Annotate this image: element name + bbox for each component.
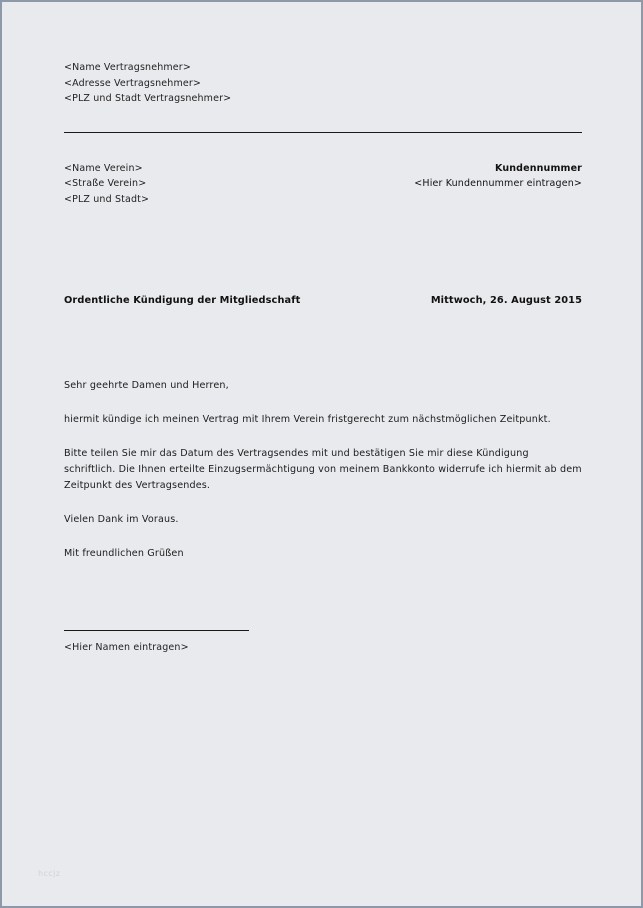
recipient-address-block [64,161,149,208]
thanks-line: Vielen Dank im Voraus. [64,514,179,525]
recipient-line-3: <PLZ und Stadt> [64,193,150,205]
body-paragraph-1: hiermit kündige ich meinen Vertrag mit Ihrem Verein fristgerecht zum nächstmöglichen Zeitpunkt. [64,414,551,425]
signature-line [64,630,249,631]
sender-address-block [64,60,579,107]
subject-and-date-row [64,295,582,306]
signature-name: <Hier Namen eintragen> [64,642,189,653]
customer-number-value: <Hier Kundennummer eintragen> [414,178,582,189]
watermark-text: hccjz [38,869,61,878]
recipient-and-customer-row [64,161,582,208]
sender-line-3: <PLZ und Stadt Vertragsnehmer> [64,93,232,104]
letter-body [64,378,582,562]
customer-number-label: Kundennummer [495,162,582,174]
subject-line: Ordentliche Kündigung der Mitgliedschaft [64,295,301,306]
letter-sheet [2,2,641,906]
sender-line-1: <Name Vertragsnehmer> [64,62,191,73]
date-line: Mittwoch, 26. August 2015 [430,295,582,306]
recipient-line-1: <Name Verein> [64,162,143,174]
recipient-line-2: <Straße Verein> [64,178,147,189]
body-paragraph-2: Bitte teilen Sie mir das Datum des Vertragsendes mit und bestätigen Sie mir diese Kündigung schriftlich. Die Ihnen erteilte Einzugsermächtigung von meinem Bankkonto widerrufe ich hiermit ab dem Zeitpunkt des Vertragsendes. [64,448,582,491]
salutation: Sehr geehrte Damen und Herren, [64,380,229,391]
closing-line: Mit freundlichen Grüßen [64,548,184,559]
customer-number-block [414,161,582,192]
header-divider [64,132,582,133]
sender-line-2: <Adresse Vertragsnehmer> [64,77,202,89]
